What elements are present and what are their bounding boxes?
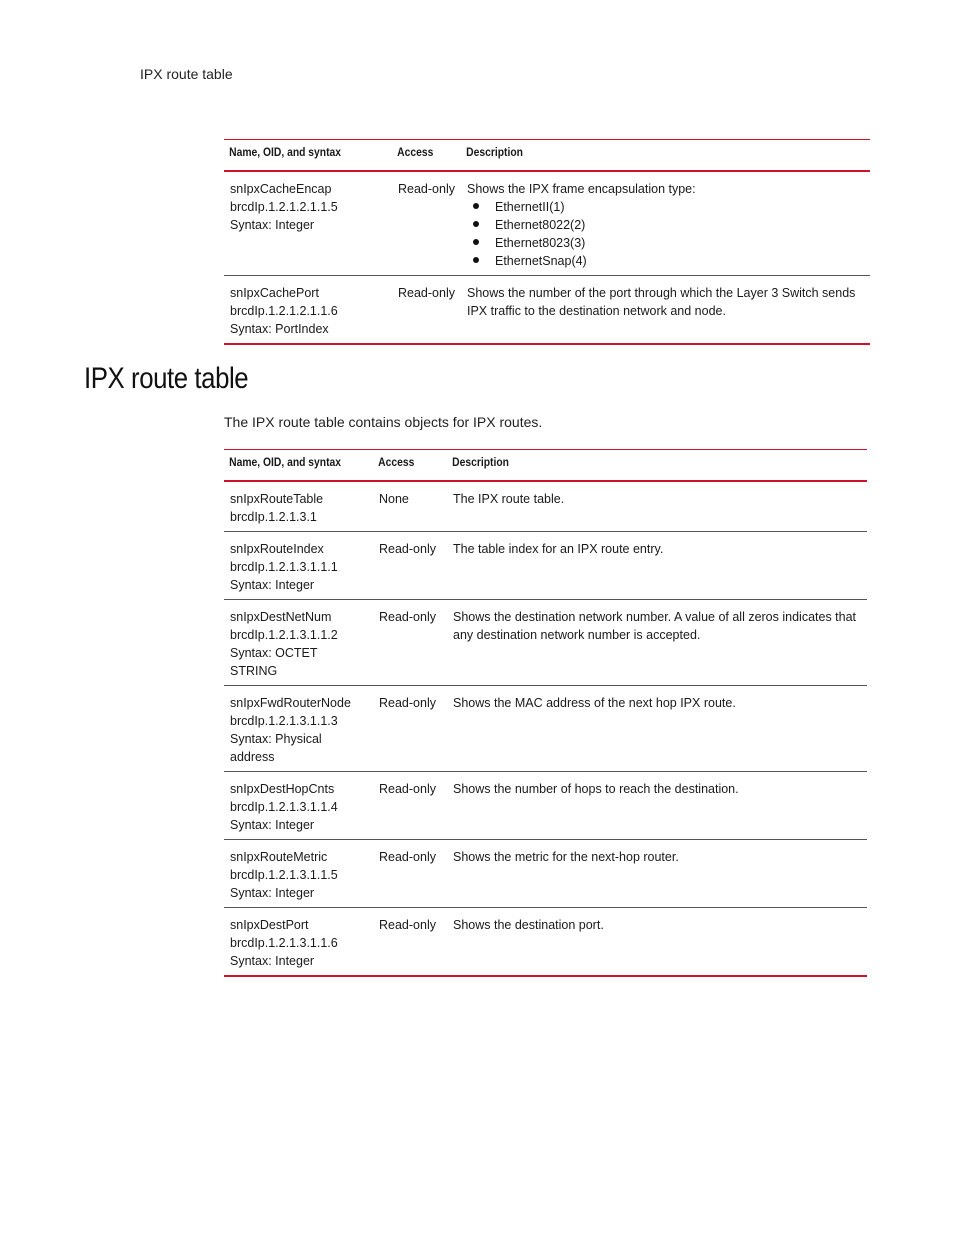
table-row (224, 686, 867, 772)
access-cell: Read-only (373, 532, 447, 600)
name-cell (224, 532, 373, 600)
object-oid: brcdIp.1.2.1.3.1.1.6 (230, 936, 338, 950)
column-header-description: Description (447, 450, 808, 482)
object-oid: brcdIp.1.2.1.3.1.1.5 (230, 868, 338, 882)
column-header-name: Name, OID, and syntax (224, 450, 352, 482)
access-cell: Read-only (392, 171, 461, 276)
object-name: snIpxCacheEncap (230, 182, 332, 196)
list-item: Ethernet8022(2) (467, 216, 864, 234)
object-name: snIpxDestNetNum (230, 610, 332, 624)
description-cell: Shows the metric for the next-hop router. (447, 840, 867, 908)
table-row (224, 772, 867, 840)
name-cell (224, 686, 373, 772)
cache-table (224, 139, 870, 345)
table-row (224, 171, 870, 276)
table-row (224, 840, 867, 908)
object-name: snIpxRouteMetric (230, 850, 328, 864)
column-header-description: Description (461, 140, 813, 172)
name-cell (224, 908, 373, 977)
object-oid: brcdIp.1.2.1.3.1.1.3 (230, 714, 338, 728)
access-cell: None (373, 481, 447, 532)
list-item: EthernetSnap(4) (467, 252, 864, 270)
object-oid: brcdIp.1.2.1.3.1.1.1 (230, 560, 338, 574)
description-cell: Shows the MAC address of the next hop IPX route. (447, 686, 867, 772)
running-header: IPX route table (140, 66, 233, 82)
object-oid: brcdIp.1.2.1.3.1.1.4 (230, 800, 338, 814)
object-name: snIpxDestHopCnts (230, 782, 335, 796)
object-name: snIpxRouteIndex (230, 542, 324, 556)
column-header-access: Access (392, 140, 451, 172)
column-header-access: Access (373, 450, 437, 482)
table-row (224, 532, 867, 600)
object-syntax: Syntax: Integer (230, 954, 315, 968)
list-item: Ethernet8023(3) (467, 234, 864, 252)
description-cell: Shows the destination port. (447, 908, 867, 977)
object-name: snIpxRouteTable (230, 492, 324, 506)
column-header-name: Name, OID, and syntax (224, 140, 368, 172)
access-cell: Read-only (373, 908, 447, 977)
object-syntax: Syntax: Integer (230, 886, 315, 900)
object-syntax: Syntax: PortIndex (230, 322, 329, 336)
table-header-row (224, 140, 870, 172)
object-name: snIpxFwdRouterNode (230, 696, 351, 710)
section-intro: The IPX route table contains objects for IPX routes. (224, 414, 543, 430)
access-cell: Read-only (392, 276, 461, 345)
object-syntax: Syntax: OCTET STRING (230, 646, 318, 678)
description-cell: Shows the destination network number. A value of all zeros indicates that any destination network number is accepted. (447, 600, 867, 686)
route-table (224, 449, 867, 977)
access-cell: Read-only (373, 772, 447, 840)
encapsulation-type-list (467, 198, 864, 270)
object-syntax: Syntax: Integer (230, 578, 315, 592)
description-cell: The table index for an IPX route entry. (447, 532, 867, 600)
description-cell: Shows the number of the port through which the Layer 3 Switch sends IPX traffic to the destination network and node. (461, 276, 870, 345)
access-cell: Read-only (373, 600, 447, 686)
name-cell (224, 600, 373, 686)
object-syntax: Syntax: Integer (230, 818, 315, 832)
table-header-row (224, 450, 867, 482)
object-name: snIpxCachePort (230, 286, 319, 300)
object-oid: brcdIp.1.2.1.3.1.1.2 (230, 628, 338, 642)
object-oid: brcdIp.1.2.1.2.1.1.6 (230, 304, 338, 318)
description-cell: Shows the number of hops to reach the destination. (447, 772, 867, 840)
name-cell (224, 171, 392, 276)
name-cell (224, 481, 373, 532)
object-name: snIpxDestPort (230, 918, 309, 932)
description-cell: The IPX route table. (447, 481, 867, 532)
object-oid: brcdIp.1.2.1.2.1.1.5 (230, 200, 338, 214)
list-item: EthernetII(1) (467, 198, 864, 216)
description-text: Shows the IPX frame encapsulation type: (467, 182, 696, 196)
table-row (224, 481, 867, 532)
name-cell (224, 840, 373, 908)
object-oid: brcdIp.1.2.1.3.1 (230, 510, 317, 524)
name-cell (224, 772, 373, 840)
table-row (224, 600, 867, 686)
section-heading: IPX route table (84, 362, 249, 395)
object-syntax: Syntax: Integer (230, 218, 315, 232)
object-syntax: Syntax: Physical address (230, 732, 322, 764)
access-cell: Read-only (373, 840, 447, 908)
description-cell (461, 171, 870, 276)
name-cell (224, 276, 392, 345)
table-row (224, 276, 870, 345)
table-row (224, 908, 867, 977)
access-cell: Read-only (373, 686, 447, 772)
